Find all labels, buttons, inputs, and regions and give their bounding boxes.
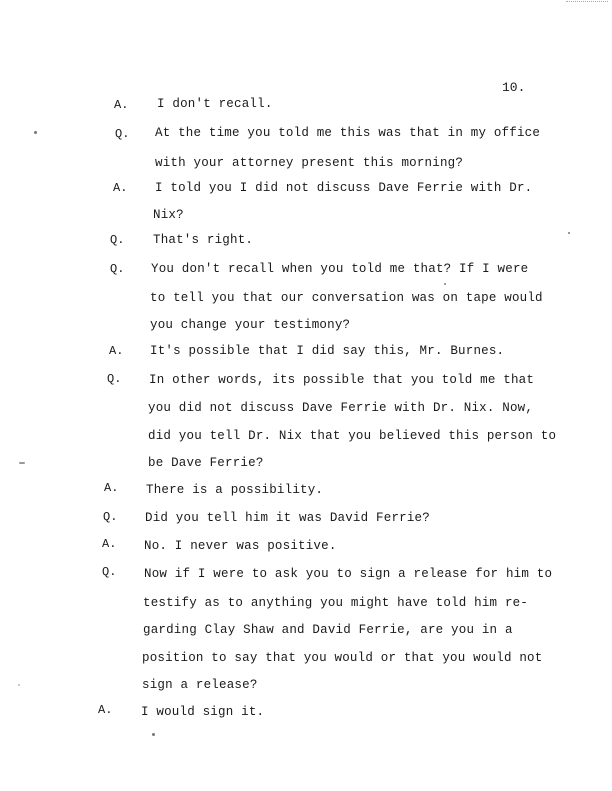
testimony-line: position to say that you would or that you would not <box>142 651 543 665</box>
speaker-label: A. <box>114 98 129 112</box>
page-number: 10. <box>502 80 526 95</box>
speaker-label: Q. <box>102 565 117 579</box>
testimony-line: you did not discuss Dave Ferrie with Dr. Nix. Now, <box>148 401 534 415</box>
testimony-line: garding Clay Shaw and David Ferrie, are you in a <box>143 623 513 637</box>
testimony-line: That's right. <box>153 233 254 247</box>
testimony-line: Now if I were to ask you to sign a release for him to <box>144 567 553 581</box>
speaker-label: Q. <box>110 262 125 276</box>
speaker-label: Q. <box>110 233 125 247</box>
speaker-label: A. <box>104 481 119 495</box>
testimony-line: There is a possibility. <box>146 483 324 497</box>
testimony-line: to tell you that our conversation was on tape would <box>150 291 543 305</box>
scan-speck <box>152 733 155 736</box>
scan-header-mark <box>566 1 608 5</box>
scan-speck <box>18 684 20 686</box>
testimony-line: sign a release? <box>142 678 258 692</box>
testimony-line: be Dave Ferrie? <box>148 456 264 470</box>
testimony-line: you change your testimony? <box>150 318 351 332</box>
testimony-line: I told you I did not discuss Dave Ferrie with Dr. <box>155 181 533 195</box>
scan-speck <box>444 283 446 285</box>
scan-speck <box>19 462 25 464</box>
testimony-line: You don't recall when you told me that? If I were <box>151 262 529 276</box>
speaker-label: A. <box>109 344 124 358</box>
speaker-label: A. <box>102 537 117 551</box>
testimony-line: Nix? <box>153 208 184 222</box>
testimony-line: It's possible that I did say this, Mr. Burnes. <box>150 344 505 358</box>
testimony-line: In other words, its possible that you told me that <box>149 373 535 387</box>
testimony-line: I would sign it. <box>141 705 265 719</box>
speaker-label: Q. <box>115 127 130 141</box>
speaker-label: A. <box>113 181 128 195</box>
testimony-line: At the time you told me this was that in my office <box>155 126 541 140</box>
scan-speck <box>568 232 570 234</box>
speaker-label: Q. <box>107 372 122 386</box>
testimony-line: I don't recall. <box>157 97 273 111</box>
speaker-label: Q. <box>103 510 118 524</box>
testimony-line: with your attorney present this morning? <box>155 156 464 170</box>
speaker-label: A. <box>98 703 113 717</box>
testimony-line: Did you tell him it was David Ferrie? <box>145 511 430 525</box>
scan-speck <box>34 131 37 134</box>
testimony-line: did you tell Dr. Nix that you believed this person to <box>148 429 557 443</box>
testimony-line: No. I never was positive. <box>144 539 337 553</box>
testimony-line: testify as to anything you might have told him re- <box>143 596 529 610</box>
